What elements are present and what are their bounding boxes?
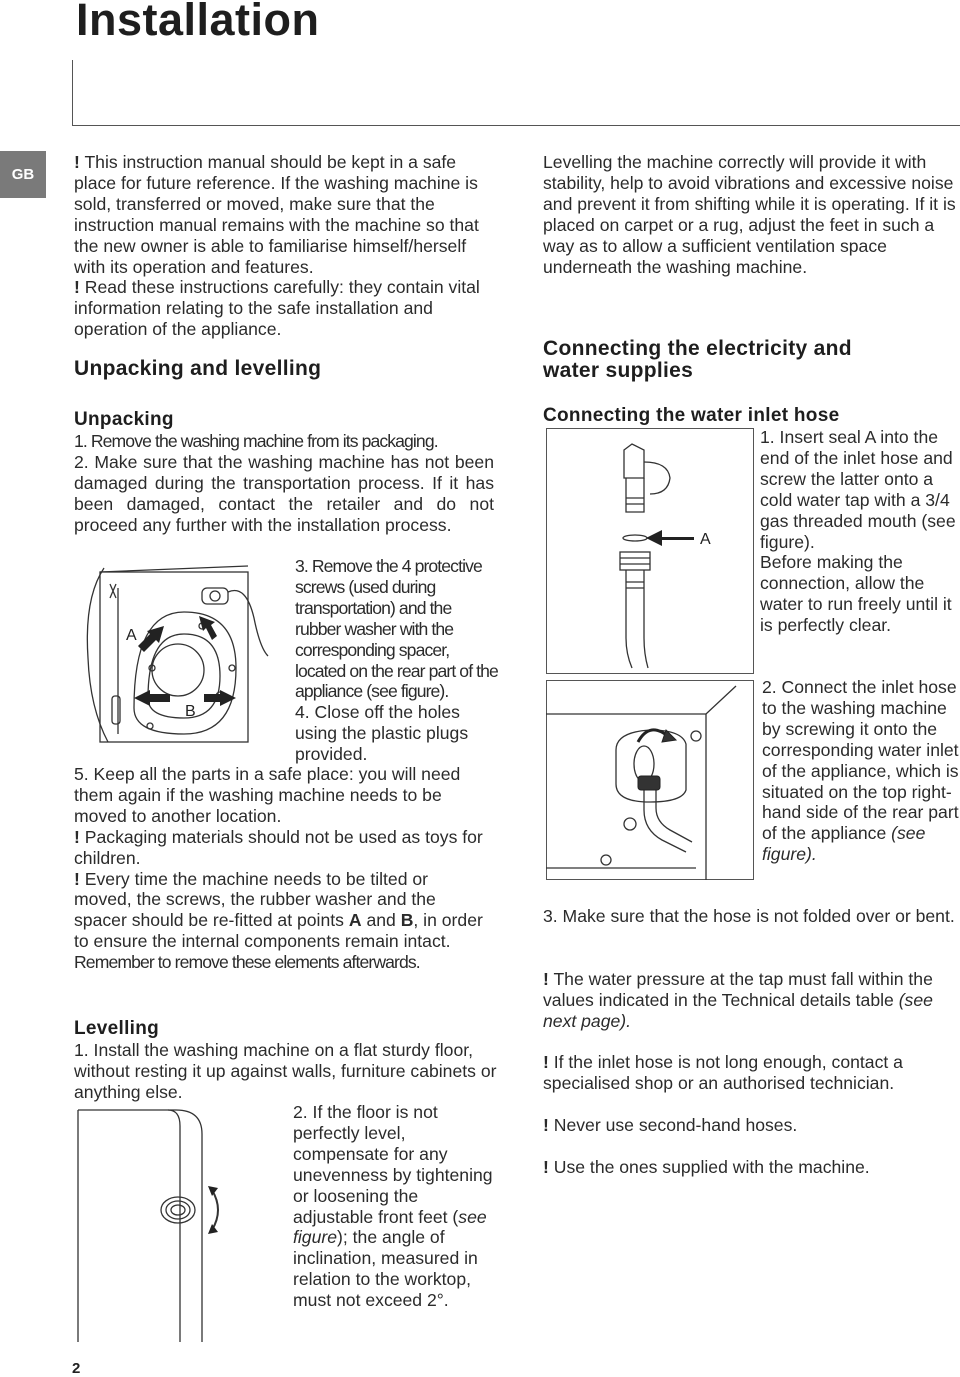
remember-note: Remember to remove these elements afterwards.: [74, 952, 420, 973]
warning-mark: !: [74, 868, 80, 889]
levelling-paragraph: Levelling the machine correctly will provide it with stability, help to avoid vibrations and excessive noise and prevent it from shifting while it is operating. If it is placed on carpet or a rug, adjust the feet in such a way as to allow a sufficient ventilation space underneath the washing machine.: [543, 152, 956, 277]
language-tab: GB: [0, 151, 46, 198]
warning-mark: !: [543, 1115, 549, 1135]
figure-label-seal-a: A: [700, 531, 711, 548]
warning-toys: ! Packaging materials should not be used as toys for children.: [74, 826, 483, 868]
rear-panel-figure: [78, 558, 274, 758]
note-hose-length: ! If the inlet hose is not long enough, contact a specialised shop or an authorised technician.: [543, 1052, 903, 1093]
inlet-connection-figure: [546, 680, 754, 880]
warning-mark: !: [74, 826, 80, 847]
warning-mark: !: [74, 277, 80, 298]
intro-notes: [74, 152, 494, 340]
page-number: 2: [72, 1360, 81, 1377]
warning-refit: ! Every time the machine needs to be tilted or moved, the screws, the rubber washer and the spacer should be re-fitted at points A and B, in order to ensure the internal components remain intact.: [74, 868, 483, 952]
intro-note-2: ! Read these instructions carefully: they contain vital information relating to the safe installation and operation of the appliance.: [74, 277, 480, 340]
header-rule-horizontal: [72, 125, 960, 126]
subheading-unpacking: Unpacking: [74, 409, 174, 430]
heading-unpacking-levelling: Unpacking and levelling: [74, 357, 322, 380]
page-title: Installation: [76, 0, 320, 45]
figure-label-a: A: [126, 627, 137, 644]
note-water-pressure: ! The water pressure at the tap must fall within the values indicated in the Technical details table (see next page).: [543, 969, 933, 1031]
intro-note-1: ! This instruction manual should be kept in a safe place for future reference. If the washing machine is sold, transferred or moved, make sure that the instruction manual remains with the machine so that the new owner is able to familiarise himself/herself with its operation and features.: [74, 152, 479, 277]
warning-mark: !: [543, 1157, 549, 1177]
adjustable-feet-figure: [76, 1106, 262, 1346]
unpacking-notes: [74, 764, 484, 973]
figure-label-b: B: [185, 703, 196, 720]
inlet-step-2: 2. Connect the inlet hose to the washing machine by screwing it onto the corresponding water inlet of the appliance, which is situated on the top right-hand side of the rear part of the appliance (see figure).: [762, 677, 959, 865]
warning-mark: !: [74, 152, 80, 172]
tap-and-hose-figure: [546, 428, 754, 674]
subheading-levelling: Levelling: [74, 1018, 160, 1039]
note-second-hand: ! Never use second-hand hoses.: [543, 1115, 798, 1135]
levelling-step-2: 2. If the floor is not perfectly level, compensate for any unevenness by tightening or loosening the adjustable front feet (see figure); the angle of inclination, measured in relation to the worktop, must not exceed 2°.: [293, 1102, 493, 1311]
inlet-step-3: 3. Make sure that the hose is not folded over or bent.: [543, 906, 955, 926]
step-4: 4. Close off the holes using the plastic plugs provided.: [295, 702, 469, 764]
warning-mark: !: [543, 969, 549, 989]
note-supplied-hoses: ! Use the ones supplied with the machine.: [543, 1157, 870, 1177]
levelling-step-1: 1. Install the washing machine on a flat sturdy floor, without resting it up against walls, furniture cabinets or anything else.: [74, 1040, 497, 1102]
inlet-step-1: 1. Insert seal A into the end of the inlet hose and screw the latter onto a cold water tap with a 3/4 gas threaded mouth (see figure). Before making the connection, allow the water to run freely until it is perfectly clear.: [760, 427, 956, 636]
step-3: 3. Remove the 4 protective screws (used during transportation) and the rubber washer with the corresponding spacer, located on the rear part of the appliance (see figure).: [295, 556, 498, 702]
subheading-water-inlet: Connecting the water inlet hose: [543, 405, 840, 426]
unpacking-steps: [74, 431, 494, 536]
heading-connecting: Connecting the electricity and water supplies: [543, 337, 852, 382]
warning-mark: !: [543, 1052, 549, 1072]
step-1: 1. Remove the washing machine from its packaging.: [74, 431, 438, 451]
header-rule-vertical: [72, 60, 73, 126]
step-2: 2. Make sure that the washing machine has not been damaged during the transportation process. If it has been damaged, contact the retailer and do not proceed any further with the installation process.: [74, 451, 494, 535]
step-5: 5. Keep all the parts in a safe place: you will need them again if the washing machine needs to be moved to another location.: [74, 764, 461, 826]
